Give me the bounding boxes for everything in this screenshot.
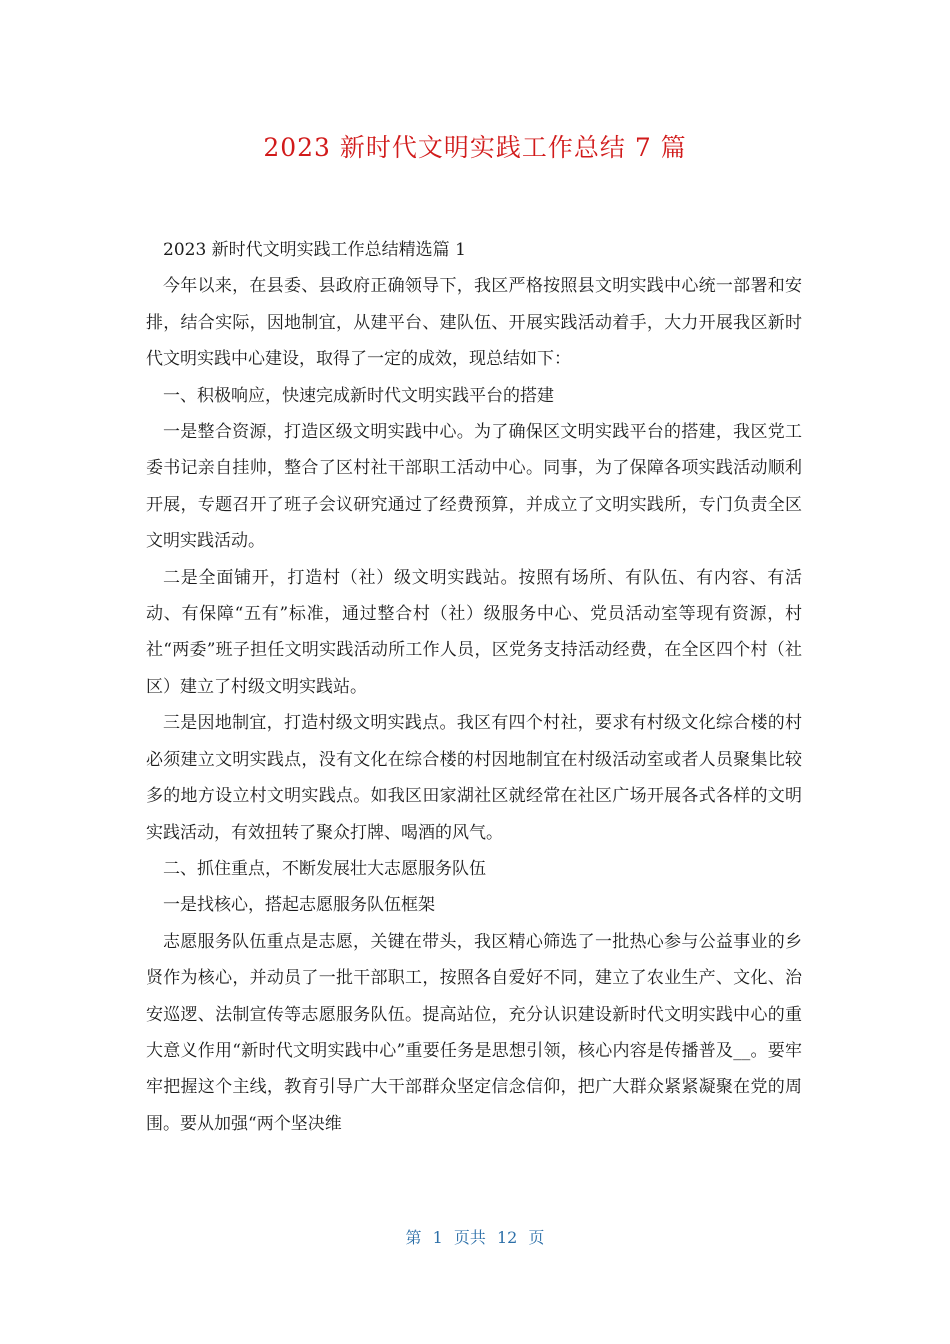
heading-find-core: 一是找核心，搭起志愿服务队伍框架 [163,895,435,916]
document-body [146,232,802,1142]
paragraph-volunteer-team: 志愿服务队伍重点是志愿，关键在带头，我区精心筛选了一批热心参与公益事业的乡贤作为核心，并动员了一批干部职工，按照各自爱好不同，建立了农业生产、文化、治安巡逻、法制宣传等志愿服务队伍。提高站位，充分认识建设新时代文明实践中心的重大意义作用“新时代文明实践中心”重要任务是思想引领，核心内容是传播普及__。要牢牢把握这个主线，教育引导广大干部群众坚定信念信仰，把广大群众紧紧凝聚在党的周围。要从加强“两个坚决维 [146,931,802,1134]
paragraph-intro: 今年以来，在县委、县政府正确领导下，我区严格按照县文明实践中心统一部署和安排，结合实际，因地制宜，从建平台、建队伍、开展实践活动着手，大力开展我区新时代文明实践中心建设，取得了一定的成效，现总结如下： [146,276,802,370]
heading-section-two: 二、抓住重点，不断发展壮大志愿服务队伍 [163,858,486,879]
paragraph-district-center: 一是整合资源，打造区级文明实践中心。为了确保区文明实践平台的搭建，我区党工委书记亲自挂帅，整合了区村社干部职工活动中心。同事，为了保障各项实践活动顺利开展，专题召开了班子会议研究通过了经费预算，并成立了文明实践所，专门负责全区文明实践活动。 [146,422,802,552]
section-subtitle: 2023 新时代文明实践工作总结精选篇 1 [163,240,466,260]
document-title: 2023 新时代文明实践工作总结 7 篇 [263,133,687,162]
page-footer: 第 1 页共 12 页 [405,1228,545,1247]
paragraph-village-point: 三是因地制宜，打造村级文明实践点。我区有四个村社，要求有村级文化综合楼的村必须建立文明实践点，没有文化在综合楼的村因地制宜在村级活动室或者人员聚集比较多的地方设立村文明实践点。如我区田家湖社区就经常在社区广场开展各式各样的文明实践活动，有效扭转了聚众打牌、喝酒的风气。 [146,713,802,843]
paragraph-village-station: 二是全面铺开，打造村（社）级文明实践站。按照有场所、有队伍、有内容、有活动、有保障“五有”标准，通过整合村（社）级服务中心、党员活动室等现有资源，村社“两委”班子担任文明实践活动所工作人员，区党务支持活动经费，在全区四个村（社区）建立了村级文明实践站。 [146,567,802,697]
heading-section-one: 一、积极响应，快速完成新时代文明实践平台的搭建 [163,385,554,406]
